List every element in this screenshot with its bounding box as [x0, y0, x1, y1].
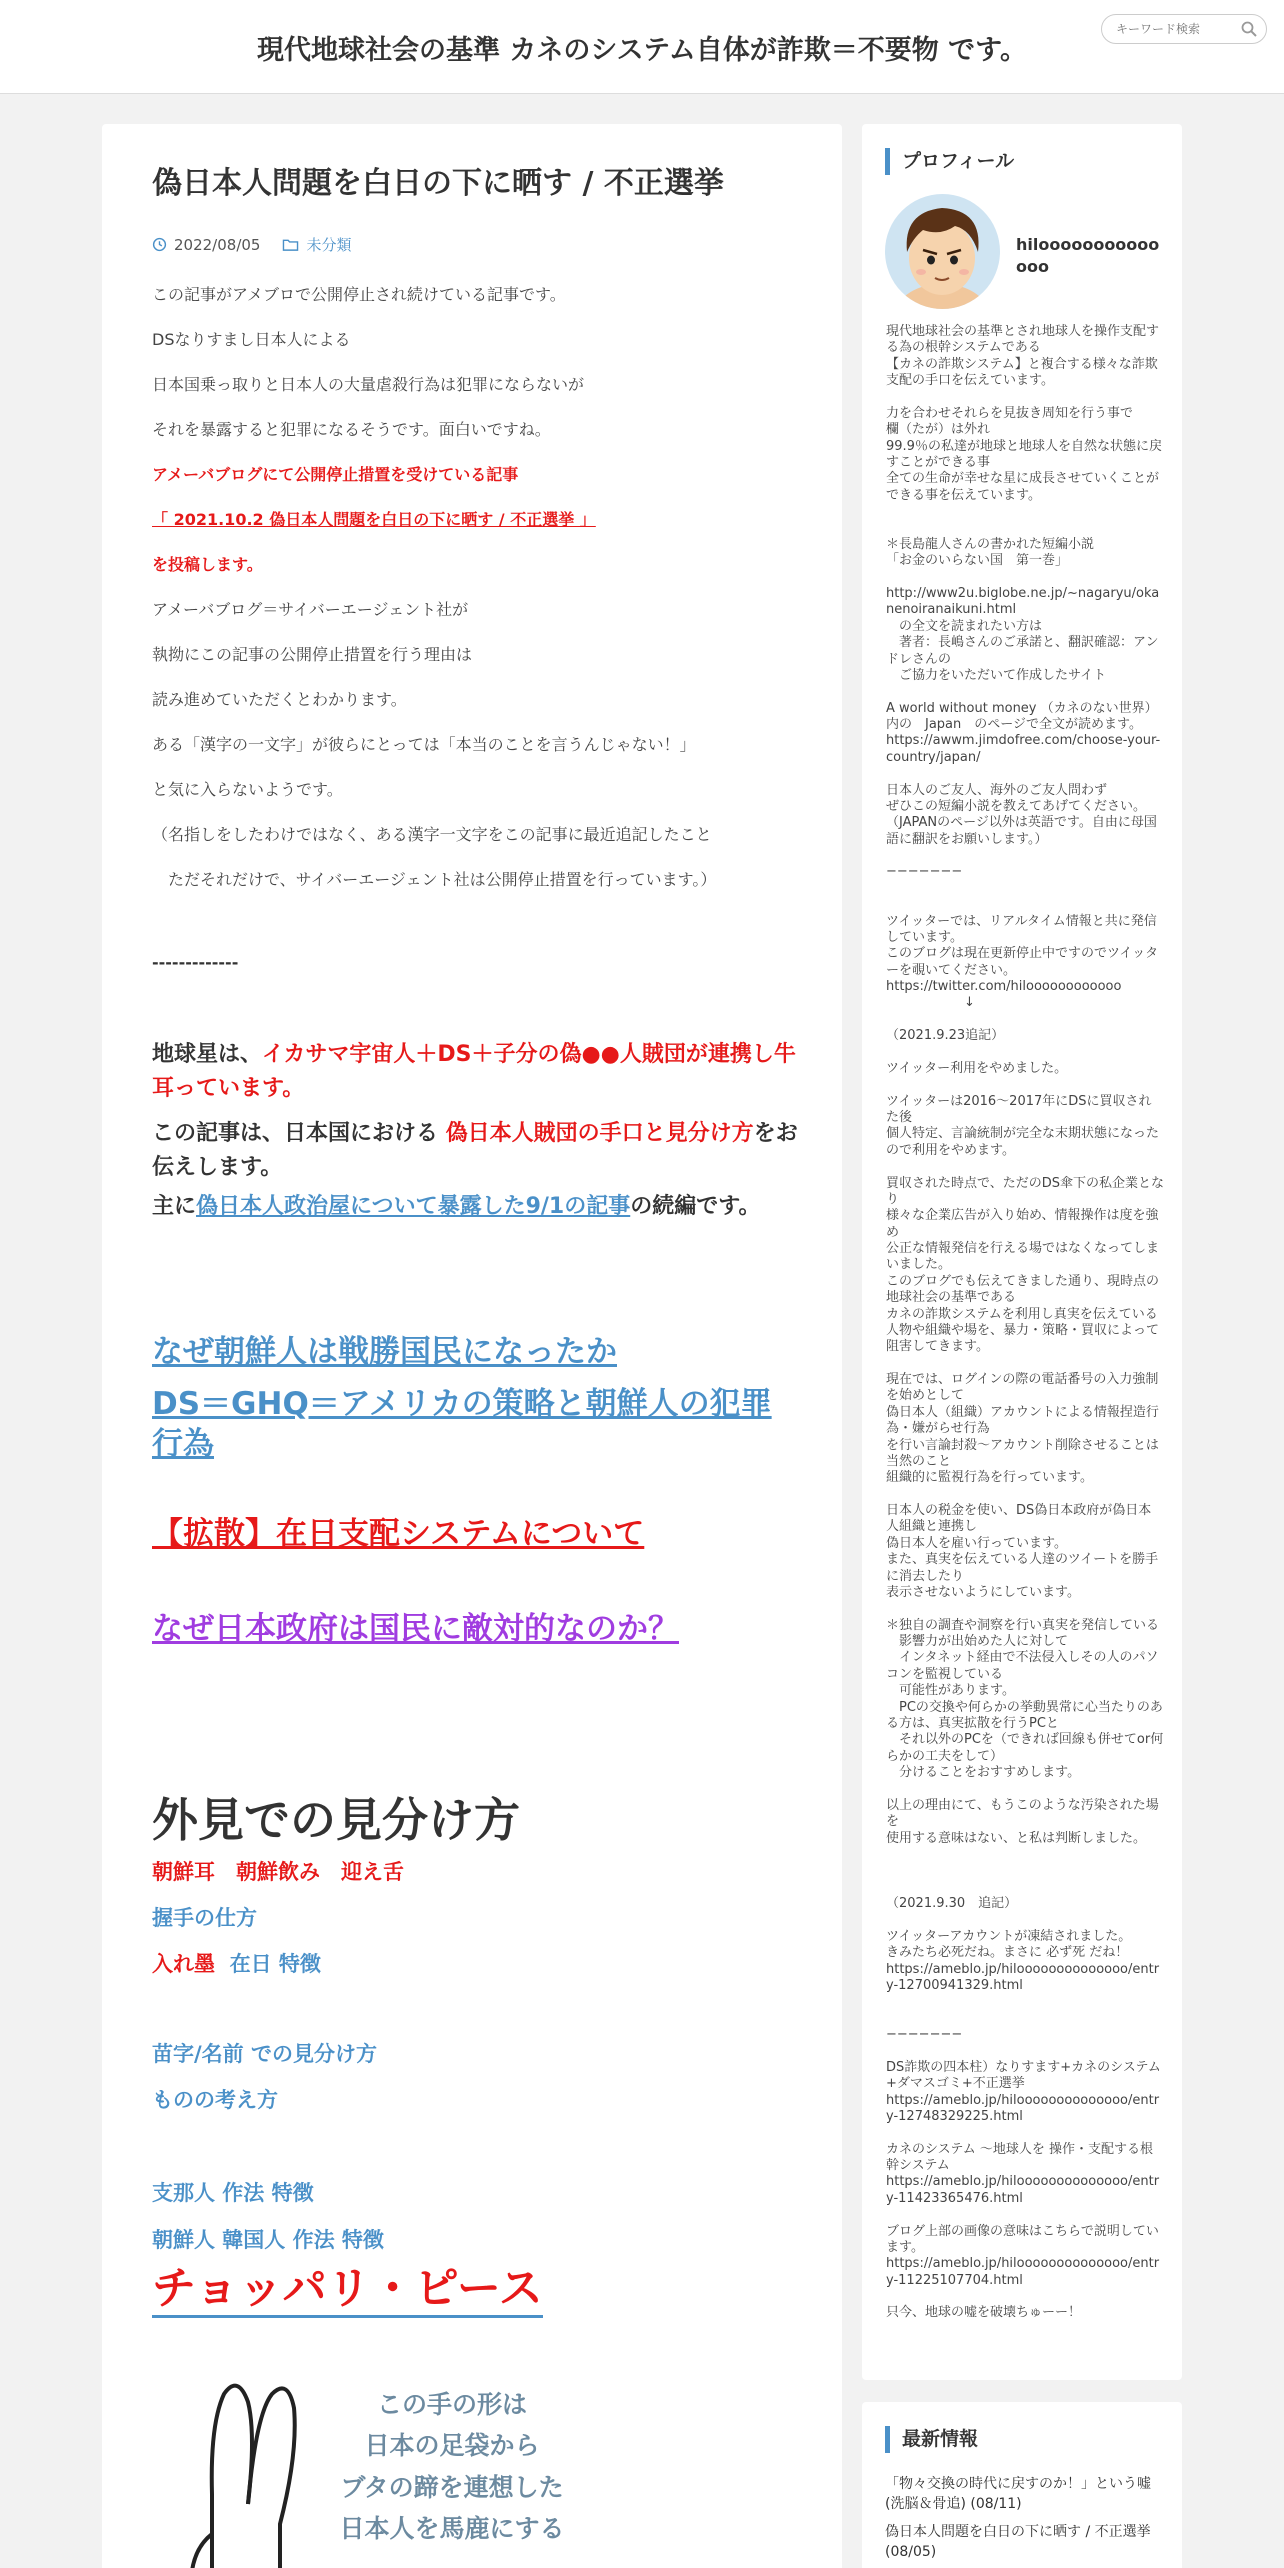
profile-widget — [862, 124, 1182, 2380]
subtopic-link[interactable]: 支那人 作法 特徴 — [152, 2181, 314, 2205]
paragraph: DSなりすまし日本人による — [152, 330, 351, 349]
section-heading: 外見での見分け方 — [152, 1793, 520, 1847]
statement-1 — [152, 1038, 802, 1106]
clock-icon — [152, 237, 167, 252]
image-caption-line: この手の形は — [376, 2390, 527, 2419]
statement-3-c: の続編です。 — [630, 1194, 761, 1219]
paragraph: この記事がアメブロで公開停止され続けている記事です。 — [152, 285, 566, 304]
avatar[interactable] — [885, 194, 1000, 309]
latest-posts-widget — [862, 2402, 1182, 2568]
subtopic-link[interactable]: 朝鮮人 韓国人 作法 特徴 — [152, 2228, 384, 2252]
statement-3 — [152, 1190, 802, 1224]
choppari-link[interactable]: チョッパリ・ピース — [152, 2264, 543, 2318]
search-box[interactable] — [1101, 14, 1267, 44]
divider-text: ------------- — [152, 953, 239, 972]
site-title[interactable]: 現代地球社会の基準 カネのシステム自体が詐欺＝不要物 です。 — [257, 35, 1027, 66]
paragraph: ただそれだけで、サイバーエージェント社は公開停止措置を行っています。） — [152, 870, 717, 889]
post-category-link[interactable]: 未分類 — [306, 236, 352, 254]
image-caption — [337, 2384, 567, 2549]
latest-post-link[interactable]: 「物々交換の時代に戻すのか！」という嘘(洗脳＆骨追) (08/11) — [885, 2476, 1151, 2513]
article-link-2[interactable]: DS＝GHQ＝アメリカの策略と朝鮮人の犯罪行為 — [152, 1386, 772, 1463]
profile-heading: プロフィール — [885, 148, 1014, 175]
article-title: 偽日本人問題を白日の下に晒す / 不正選挙 — [152, 166, 724, 201]
subtopic-link[interactable]: 握手の仕方 — [152, 1906, 257, 1930]
avatar-illustration — [885, 194, 1000, 309]
latest-posts-heading: 最新情報 — [885, 2426, 978, 2453]
subtopic-link[interactable]: 入れ墨 — [152, 1952, 215, 1976]
image-caption-line: 日本人を馬鹿にする — [339, 2513, 565, 2543]
statement-3-a: 主に — [152, 1194, 197, 1219]
statement-2 — [152, 1117, 802, 1185]
article-link-3[interactable]: 【拡散】在日支配システムについて — [152, 1516, 645, 1552]
paragraph: と気に入らないようです。 — [152, 780, 343, 799]
peace-hand-drawing — [152, 2374, 332, 2568]
subtopic-link[interactable]: 朝鮮耳 朝鮮飲み 迎え舌 — [152, 1860, 404, 1884]
red-notice: アメーバブログにて公開停止措置を受けている記事 — [152, 465, 519, 484]
post-date-text: 2022/08/05 — [174, 235, 261, 254]
red-notice-title: 「 2021.10.2 偽日本人問題を白日の下に晒す / 不正選挙 」 — [152, 510, 596, 529]
user-name[interactable]: hiloooooooooooooo — [1016, 235, 1160, 276]
subtopic-link[interactable]: 苗字/名前 での見分け方 — [152, 2042, 377, 2066]
image-caption-line: ブタの蹄を連想した — [340, 2472, 564, 2502]
paragraph: 読み進めていただくとわかります。 — [152, 690, 407, 709]
paragraph: それを暴露すると犯罪になるそうです。面白いですね。 — [152, 420, 551, 439]
article-meta — [152, 234, 373, 255]
subtopic-link[interactable]: ものの考え方 — [152, 2088, 278, 2112]
latest-post-link[interactable]: 偽日本人問題を白日の下に晒す / 不正選挙 (08/05) — [885, 2524, 1151, 2561]
statement-1-b: イカサマ宇宙人＋DS＋子分の偽●●人賊団が連携し牛耳っています。 — [152, 1042, 796, 1102]
statement-2-c: をお伝えします。 — [152, 1121, 798, 1181]
folder-icon — [282, 237, 299, 252]
post-date — [152, 236, 260, 254]
subtopic-row — [152, 1948, 321, 1978]
paragraph: 日本国乗っ取りと日本人の大量虐殺行為は犯罪にならないが — [152, 375, 585, 394]
paragraph: ある「漢字の一文字」が彼らにとっては「本当のことを言うんじゃない！」 — [152, 735, 696, 754]
statement-2-a: この記事は、日本国における — [152, 1121, 446, 1146]
previous-article-link[interactable]: 偽日本人政治屋について暴露した9/1の記事 — [196, 1194, 631, 1219]
hand-gesture-image — [152, 2374, 572, 2568]
post-category[interactable] — [282, 234, 351, 255]
statement-2-b: 偽日本人賊団の手口と見分け方 — [445, 1121, 754, 1146]
image-caption-line: 日本の足袋から — [364, 2431, 540, 2461]
search-icon[interactable] — [1240, 20, 1258, 38]
search-input[interactable] — [1116, 20, 1236, 38]
article-link-1[interactable]: なぜ朝鮮人は戦勝国民になったか — [152, 1334, 617, 1370]
profile-text: 現代地球社会の基準とされ地球人を操作支配する為の根幹システムである 【カネの詐欺システム】と複合する様々な詐欺支配の手口を伝えています。 力を合わせそれらを見抜き周知を行う事で 欄（たが）は外れ 99.9％の私達が地球と地球人を自然な状態に戻すことができる事 全ての生命が幸せな星に成長させていくことができる事を伝えています。 ＊長島龍人さんの書かれた短編小説 「お金のいらない国 第一巻」 http://www2u.biglobe.ne.jp/~nagaryu/okanenoiranaikuni.html の全文を読まれたい方は 著者：長嶋さんのご承諾と、翻訳確認：アンドレさんの ご協力をいただいて作成したサイト A world without money （カネのない世界）内の Japan のページで全文が読めます。 https://awwm.jimdofree.com/choose-your-country/japan/ 日本人のご友人、海外のご友人問わず ぜひこの短編小説を教えてあげてください。 （JAPANのページ以外は英語です。自由に母国語に翻訳をお願いします。） −−−−−−− ツイッターでは、リアルタイム情報と共に発信しています。 このブログは現在更新停止中ですのでツイッターを覗いてください。 https://twitter.com/hiloooooooooooo ↓ （2021.9.23追記） ツイッター利用をやめました。 ツイッターは2016～2017年にDSに買収された後 個人特定、言論統制が完全な末期状態になったので利用をやめます。 買収された時点で、ただのDS傘下の私企業となり 様々な企業広告が入り始め、情報操作は度を強め 公正な情報発信を行える場ではなくなってしまいました。 このブログでも伝えてきました通り、現時点の地球社会の基準である カネの詐欺システムを利用し真実を伝えている 人物や組織や場を、暴力・策略・買収によって阻害してきます。 現在では、ログインの際の電話番号の入力強制を始めとして 偽日本人（組織）アカウントによる情報捏造行為・嫌がらせ行為 を行い言論封殺～アカウント削除させることは当然のこと 組織的に監視行為を行っています。 日本人の税金を使い、DS偽日本政府が偽日本人組織と連携し 偽日本人を雇い行っています。 また、真実を伝えている人達のツイートを勝手に消去したり 表示させないようにしています。 ＊独自の調査や洞察を行い真実を発信している 影響力が出始めた人に対して インタネット経由で不法侵入しその人のパソコンを監視している 可能性があります。 PCの交換や何らかの挙動異常に心当たりのある方は、真実拡散を行うPCと それ以外のPCを（できれば回線も併せてor何らかの工夫をして） 分けることをおすすめします。 以上の理由にて、もうこのような汚染された場を 使用する意味はない、と私は判断しました。 （2021.9.30 追記） ツイッターアカウントが凍結されました。 きみたち必死だね。まさに 必ず死 だね！ https://ameblo.jp/hiloooooooooooooo/entry-12700941329.html −−−−−−− DS詐欺の四本柱）なりすます+カネのシステム+ダマスゴミ+不正選挙 https://ameblo.jp/hiloooooooooooooo/entry-12748329225.html カネのシステム ～地球人を 操作・支配する根幹システム https://ameblo.jp/hiloooooooooooooo/entry-11423365476.html ブログ上部の画像の意味はこちらで説明しています。 https://ameblo.jp/hiloooooooooooooo/entry-11225107704.html 只今、地球の嘘を破壊ちゅーー！ — [886, 324, 1165, 2321]
subtopic-link[interactable]: 在日 特徴 — [229, 1952, 321, 1976]
paragraph: 執拗にこの記事の公開停止措置を行う理由は — [152, 645, 473, 664]
paragraph: アメーバブログ＝サイバーエージェント社が — [152, 600, 469, 619]
statement-1-a: 地球星は、 — [152, 1042, 263, 1067]
article-link-4[interactable]: なぜ日本政府は国民に敵対的なのか？ — [152, 1611, 679, 1647]
red-notice: を投稿します。 — [152, 555, 263, 574]
article-card — [102, 124, 842, 2568]
site-header — [0, 0, 1284, 94]
paragraph: （名指しをしたわけではなく、ある漢字一文字をこの記事に最近追記したこと — [152, 825, 712, 844]
